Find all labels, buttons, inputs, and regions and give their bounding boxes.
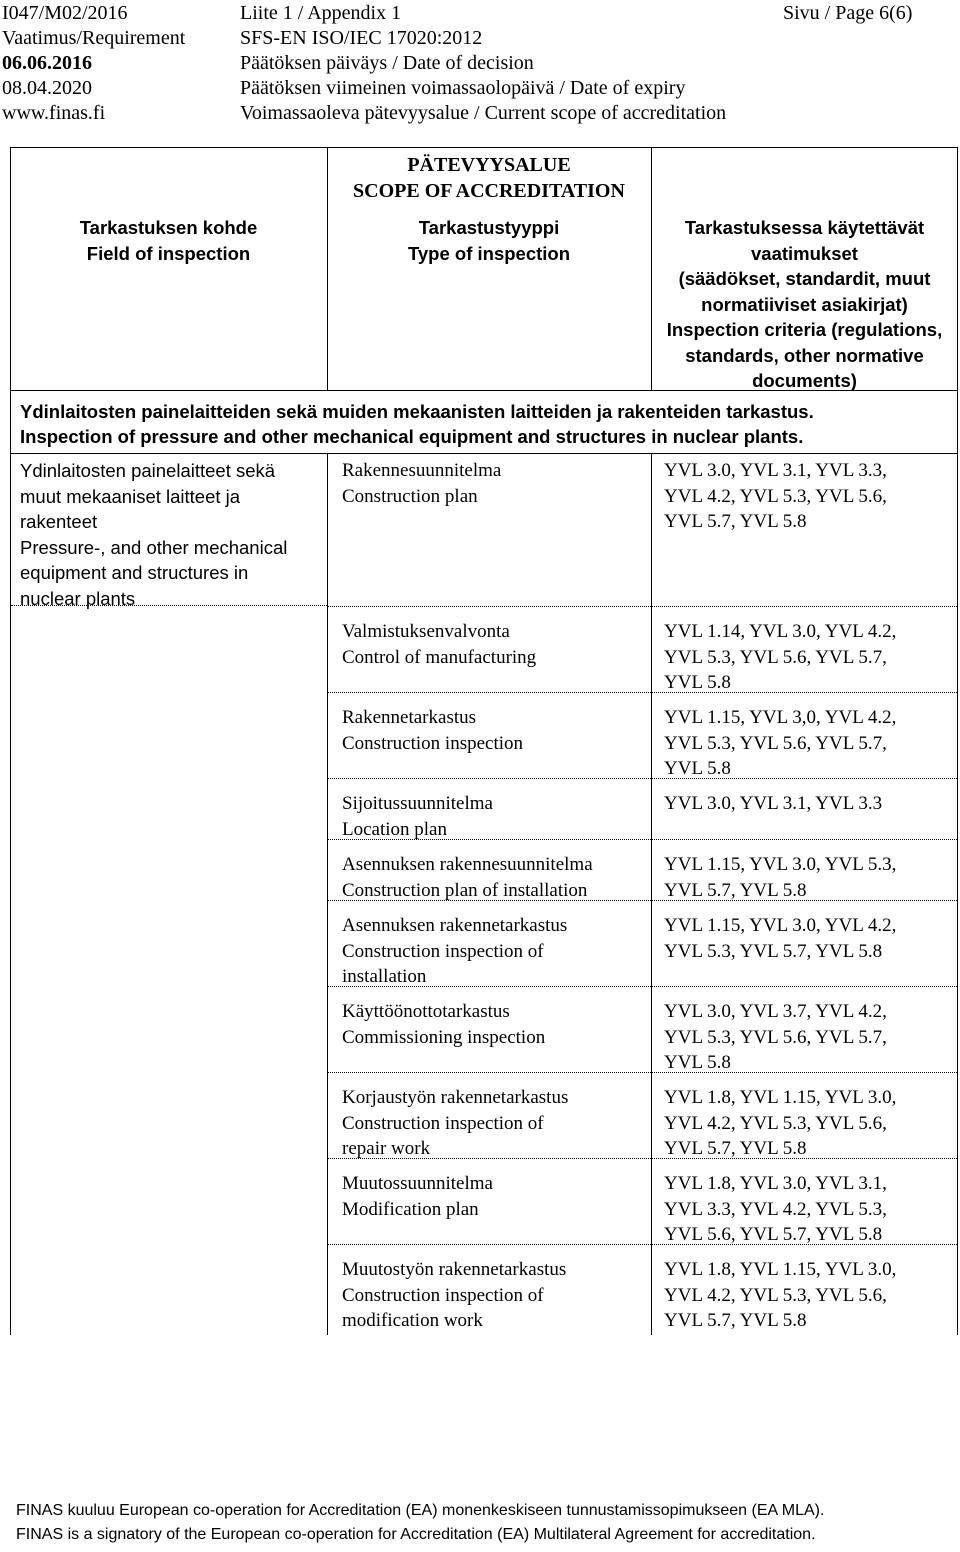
inspection-type-line: Control of manufacturing	[342, 646, 537, 668]
criteria-line: YVL 1.8, YVL 1.15, YVL 3.0,	[664, 1087, 897, 1108]
section-title-fi: Ydinlaitosten painelaitteiden sekä muiden mekaanisten laitteiden ja rakenteiden tarkastus.	[20, 401, 814, 422]
criteria-line: YVL 5.3, YVL 5.6, YVL 5.7,	[664, 1026, 887, 1048]
criteria-line: YVL 1.8, YVL 3.0, YVL 3.1,	[664, 1173, 887, 1194]
col3-heading-line: (säädökset, standardit, muut	[678, 268, 931, 289]
col-divider-1-body	[327, 453, 328, 1335]
inspection-type-line: Construction plan of installation	[342, 879, 588, 901]
criteria-line: YVL 5.8	[664, 1052, 731, 1073]
requirement-label: Vaatimus/Requirement	[2, 27, 186, 49]
inspection-type-line: Modification plan	[342, 1198, 479, 1220]
inspection-criteria-cell	[664, 619, 954, 696]
scope-title-fi: PÄTEVYYSALUE	[407, 154, 571, 176]
inspection-criteria-cell	[664, 1171, 954, 1248]
row-separator	[328, 986, 957, 987]
inspection-type-cell	[342, 913, 642, 990]
field-line: muut mekaaniset laitteet ja	[20, 485, 241, 507]
table-border-left	[10, 147, 11, 1335]
inspection-type-cell	[342, 705, 642, 756]
inspection-type-line: Rakennesuunnitelma	[342, 460, 502, 481]
row-separator	[328, 606, 957, 607]
document-header	[0, 0, 960, 130]
criteria-line: YVL 1.15, YVL 3.0, YVL 5.3,	[664, 854, 897, 875]
inspection-type-line: Asennuksen rakennetarkastus	[342, 915, 568, 936]
expiry-label: Päätöksen viimeinen voimassaolopäivä / Date of expiry	[240, 77, 686, 99]
requirement-value: SFS-EN ISO/IEC 17020:2012	[240, 27, 483, 49]
criteria-line: YVL 1.15, YVL 3.0, YVL 4.2,	[664, 915, 897, 936]
field-line: rakenteet	[20, 511, 98, 532]
inspection-type-line: Rakennetarkastus	[342, 707, 477, 728]
col3-heading-line: Inspection criteria (regulations,	[666, 319, 943, 340]
col1-heading-en: Field of inspection	[86, 242, 251, 264]
criteria-line: YVL 4.2, YVL 5.3, YVL 5.6,	[664, 1112, 887, 1134]
field-of-inspection	[20, 458, 320, 611]
col3-heading-line: Tarkastuksessa käytettävät	[684, 217, 925, 238]
criteria-line: YVL 3.0, YVL 3.1, YVL 3.3,	[664, 460, 887, 481]
row-separator	[328, 1072, 957, 1073]
criteria-line: YVL 5.7, YVL 5.8	[664, 1310, 807, 1331]
inspection-type-line: Käyttöönottotarkastus	[342, 1001, 510, 1022]
expiry-date: 08.04.2020	[2, 77, 92, 99]
col2-heading-en: Type of inspection	[407, 242, 571, 264]
decision-label: Päätöksen päiväys / Date of decision	[240, 52, 534, 74]
col3-heading	[651, 215, 958, 394]
criteria-line: YVL 4.2, YVL 5.3, YVL 5.6,	[664, 1284, 887, 1306]
inspection-type-line: repair work	[342, 1138, 431, 1159]
row-separator	[328, 778, 957, 779]
inspection-type-line: modification work	[342, 1310, 483, 1331]
field-line: nuclear plants	[20, 587, 136, 609]
col1-heading-fi: Tarkastuksen kohde	[79, 217, 258, 238]
inspection-criteria-cell	[664, 913, 954, 964]
row-separator	[328, 900, 957, 901]
inspection-type-line: Muutostyön rakennetarkastus	[342, 1259, 567, 1280]
inspection-criteria-cell	[664, 705, 954, 782]
field-line: Pressure-, and other mechanical	[20, 536, 288, 558]
inspection-criteria-cell	[664, 1085, 954, 1162]
inspection-type-cell	[342, 852, 642, 903]
inspection-type-cell	[342, 458, 642, 509]
criteria-line: YVL 3.0, YVL 3.7, YVL 4.2,	[664, 1001, 887, 1022]
section-divider	[10, 453, 958, 454]
col2-heading	[327, 215, 651, 266]
col-divider-2-body	[651, 453, 652, 1335]
col2-heading-fi: Tarkastustyyppi	[418, 217, 560, 238]
criteria-line: YVL 5.7, YVL 5.8	[664, 511, 807, 532]
inspection-type-line: Construction plan	[342, 485, 478, 507]
inspection-type-cell	[342, 1085, 642, 1162]
footer-line-fi: FINAS kuuluu European co-operation for Accreditation (EA) monenkeskiseen tunnustamissopimukseen (EA MLA).	[16, 1502, 825, 1519]
col3-heading-line: documents)	[752, 370, 857, 391]
field-separator	[11, 605, 327, 606]
row-separator	[328, 1158, 957, 1159]
criteria-line: YVL 5.3, YVL 5.7, YVL 5.8	[664, 940, 883, 962]
inspection-type-cell	[342, 999, 642, 1050]
inspection-type-line: Sijoitussuunnitelma	[342, 793, 493, 814]
criteria-line: YVL 5.8	[664, 672, 731, 693]
inspection-type-cell	[342, 619, 642, 670]
scope-title-en: SCOPE OF ACCREDITATION	[353, 179, 625, 202]
criteria-line: YVL 5.7, YVL 5.8	[664, 879, 807, 901]
field-line: Ydinlaitosten painelaitteet sekä	[20, 460, 276, 481]
inspection-type-line: installation	[342, 966, 427, 987]
criteria-line: YVL 1.15, YVL 3,0, YVL 4.2,	[664, 707, 897, 728]
inspection-type-line: Muutossuunnitelma	[342, 1173, 493, 1194]
appendix-label: Liite 1 / Appendix 1	[240, 2, 402, 24]
criteria-line: YVL 5.3, YVL 5.6, YVL 5.7,	[664, 646, 887, 668]
inspection-type-line: Asennuksen rakennesuunnitelma	[342, 854, 593, 875]
criteria-line: YVL 5.3, YVL 5.6, YVL 5.7,	[664, 732, 887, 754]
table-border-top	[10, 147, 958, 148]
inspection-type-cell	[342, 1257, 642, 1334]
inspection-type-line: Location plan	[342, 818, 447, 840]
criteria-line: YVL 1.14, YVL 3.0, YVL 4.2,	[664, 621, 897, 642]
criteria-line: YVL 1.8, YVL 1.15, YVL 3.0,	[664, 1259, 897, 1280]
inspection-criteria-cell	[664, 852, 954, 903]
criteria-line: YVL 5.8	[664, 758, 731, 779]
inspection-type-line: Construction inspection	[342, 732, 524, 754]
criteria-line: YVL 5.7, YVL 5.8	[664, 1138, 807, 1159]
col3-heading-line: standards, other normative	[685, 344, 924, 366]
inspection-criteria-cell	[664, 791, 954, 817]
inspection-type-line: Valmistuksenvalvonta	[342, 621, 510, 642]
col3-heading-line: vaatimukset	[751, 242, 858, 264]
col3-heading-line: normatiiviset asiakirjat)	[701, 293, 908, 315]
field-line: equipment and structures in	[20, 562, 249, 583]
doc-id: I047/M02/2016	[2, 2, 128, 24]
inspection-criteria-cell	[664, 458, 954, 535]
inspection-type-line: Korjaustyön rakennetarkastus	[342, 1087, 569, 1108]
row-separator	[328, 1244, 957, 1245]
scope-table	[10, 147, 958, 1335]
criteria-line: YVL 3.3, YVL 4.2, YVL 5.3,	[664, 1198, 887, 1220]
inspection-type-cell	[342, 791, 642, 842]
row-separator	[328, 692, 957, 693]
inspection-type-line: Construction inspection of	[342, 1112, 544, 1134]
scope-label: Voimassaoleva pätevyysalue / Current scope of accreditation	[240, 102, 727, 124]
criteria-line: YVL 4.2, YVL 5.3, YVL 5.6,	[664, 485, 887, 507]
page-number: Sivu / Page 6(6)	[783, 2, 913, 24]
inspection-type-line: Construction inspection of	[342, 1284, 544, 1306]
inspection-criteria-cell	[664, 1257, 954, 1334]
inspection-type-cell	[342, 1171, 642, 1222]
inspection-criteria-cell	[664, 999, 954, 1076]
criteria-line: YVL 5.6, YVL 5.7, YVL 5.8	[664, 1224, 883, 1245]
col1-heading	[10, 215, 327, 266]
website-link[interactable]: www.finas.fi	[2, 102, 106, 124]
criteria-line: YVL 3.0, YVL 3.1, YVL 3.3	[664, 793, 883, 814]
footer-line-en: FINAS is a signatory of the European co-operation for Accreditation (EA) Multilateral Agreement for accreditation.	[16, 1526, 816, 1543]
decision-date: 06.06.2016	[2, 52, 92, 74]
section-title-en: Inspection of pressure and other mechanical equipment and structures in nuclear plants.	[20, 426, 804, 447]
inspection-type-line: Commissioning inspection	[342, 1026, 546, 1048]
scope-title	[327, 153, 651, 204]
row-separator	[328, 839, 957, 840]
inspection-type-line: Construction inspection of	[342, 940, 544, 962]
